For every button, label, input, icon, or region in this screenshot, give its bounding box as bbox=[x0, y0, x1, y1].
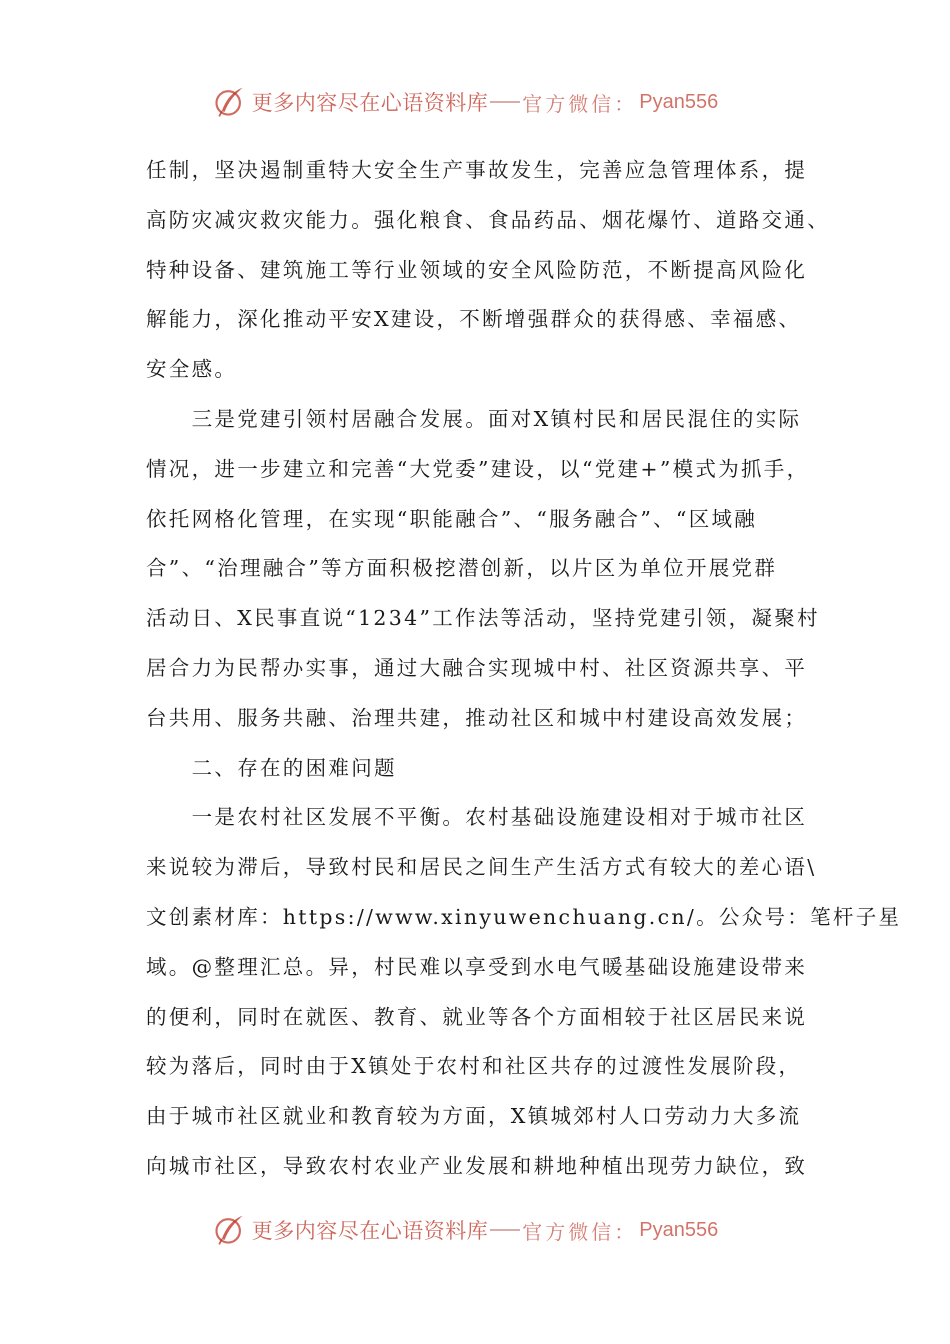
banner-wechat-label: 官方微信： bbox=[522, 91, 638, 116]
text-line: 居合力为民帮办实事，通过大融合实现城中村、社区资源共享、平 bbox=[146, 655, 808, 680]
text-line: 情况，进一步建立和完善“大党委”建设，以“党建+”模式为抓手， bbox=[146, 456, 810, 481]
header-banner bbox=[0, 80, 950, 124]
paragraph-start-line: 三是党建引领村居融合发展。面对X镇村民和居民混住的实际 bbox=[146, 406, 802, 431]
text-line: 安全感。 bbox=[146, 357, 238, 382]
banner-wechat-id: Pyan556 bbox=[639, 90, 719, 113]
text-line: 高防灾减灾救灾能力。强化粮食、食品药品、烟花爆竹、道路交通、 bbox=[146, 207, 830, 232]
text-line: 依托网格化管理，在实现“职能融合”、“服务融合”、“区域融 bbox=[146, 506, 758, 531]
banner-text: 更多内容尽在心语资料库 bbox=[251, 1219, 489, 1243]
banner-wechat-label: 官方微信： bbox=[522, 1219, 638, 1244]
feather-pen-icon bbox=[212, 1212, 248, 1248]
section-heading: 二、存在的困难问题 bbox=[146, 755, 397, 780]
text-line: 合”、“治理融合”等方面积极挖潜创新，以片区为单位开展党群 bbox=[146, 556, 778, 581]
text-line: 由于城市社区就业和教育较为方面，X镇城郊村人口劳动力大多流 bbox=[146, 1104, 802, 1129]
text-line: 文创素材库：https://www.xinyuwenchuang.cn/。公众号：笔杆子星 bbox=[146, 904, 902, 929]
text-line: 向城市社区，导致农村农业产业发展和耕地种植出现劳力缺位，致 bbox=[146, 1153, 808, 1178]
text-line: 的便利，同时在就医、教育、就业等各个方面相较于社区居民来说 bbox=[146, 1004, 808, 1029]
text-line: 活动日、X民事直说“1234”工作法等活动，坚持党建引领，凝聚村 bbox=[146, 606, 820, 631]
text-line: 特种设备、建筑施工等行业领域的安全风险防范，不断提高风险化 bbox=[146, 257, 808, 282]
banner-separator bbox=[490, 1229, 520, 1231]
banner-wechat-id: Pyan556 bbox=[639, 1218, 719, 1241]
feather-pen-icon bbox=[212, 84, 248, 120]
text-line: 来说较为滞后，导致村民和居民之间生产生活方式有较大的差心语\ bbox=[146, 855, 817, 880]
text-line: 较为落后，同时由于X镇处于农村和社区共存的过渡性发展阶段， bbox=[146, 1054, 802, 1079]
footer-banner bbox=[0, 1208, 950, 1252]
paragraph-start-line: 一是农村社区发展不平衡。农村基础设施建设相对于城市社区 bbox=[146, 805, 808, 830]
document-body bbox=[146, 146, 902, 1192]
text-line: 台共用、服务共融、治理共建，推动社区和城中村建设高效发展； bbox=[146, 705, 808, 730]
banner-separator bbox=[490, 101, 520, 103]
text-line: 任制，坚决遏制重特大安全生产事故发生，完善应急管理体系，提 bbox=[146, 158, 808, 182]
text-line: 域。@整理汇总。异，村民难以享受到水电气暖基础设施建设带来 bbox=[146, 954, 808, 979]
text-line: 解能力，深化推动平安X建设，不断增强群众的获得感、幸福感、 bbox=[146, 307, 802, 332]
banner-text: 更多内容尽在心语资料库 bbox=[251, 91, 489, 115]
